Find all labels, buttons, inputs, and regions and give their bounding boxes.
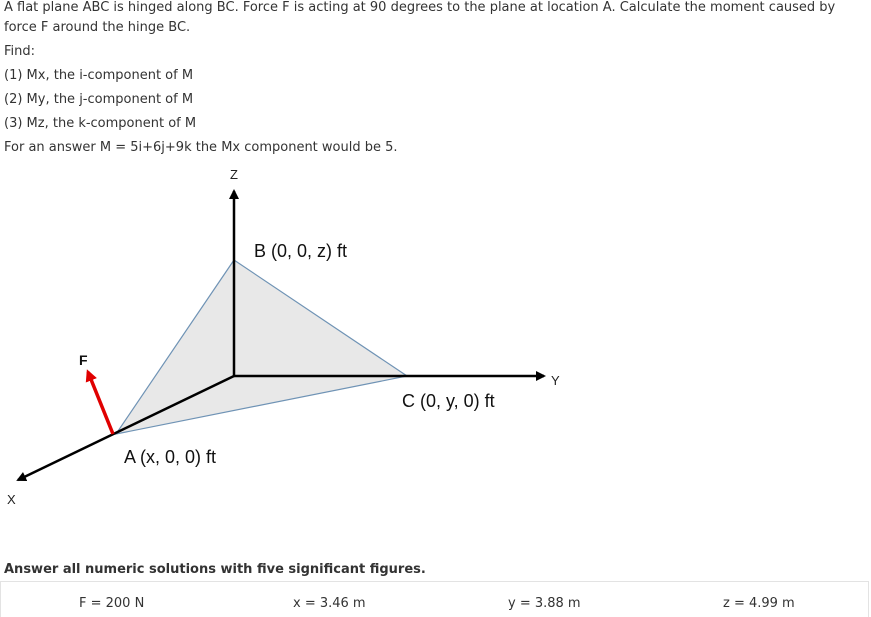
given-values-row	[0, 581, 869, 617]
force-arrow	[88, 372, 113, 434]
point-a-label: A (x, 0, 0) ft	[124, 447, 217, 467]
force-label: F	[79, 352, 88, 368]
given-x: x = 3.46 m	[293, 596, 366, 611]
plane-diagram	[0, 160, 600, 520]
point-c-label: C (0, y, 0) ft	[402, 391, 495, 411]
part-1-text: (1) Mx, the i-component of M	[4, 68, 194, 83]
y-axis-label: Y	[551, 373, 560, 388]
part-2-text: (2) My, the j-component of M	[4, 92, 194, 107]
find-label: Find:	[4, 44, 36, 59]
given-force: F = 200 N	[79, 596, 145, 611]
z-axis-label: Z	[230, 167, 238, 182]
given-y: y = 3.88 m	[508, 596, 581, 611]
part-3-text: (3) Mz, the k-component of M	[4, 116, 197, 131]
problem-statement: A flat plane ABC is hinged along BC. Force F is acting at 90 degrees to the plane at location A. Calculate the moment caused by force F around the hinge BC.	[4, 0, 836, 35]
example-note: For an answer M = 5i+6j+9k the Mx component would be 5.	[4, 140, 398, 155]
given-z: z = 4.99 m	[723, 596, 795, 611]
point-b-label: B (0, 0, z) ft	[254, 241, 348, 261]
x-axis-label: X	[7, 492, 16, 507]
instructions-text: Answer all numeric solutions with five significant figures.	[4, 562, 426, 577]
plane-abc	[116, 260, 407, 434]
